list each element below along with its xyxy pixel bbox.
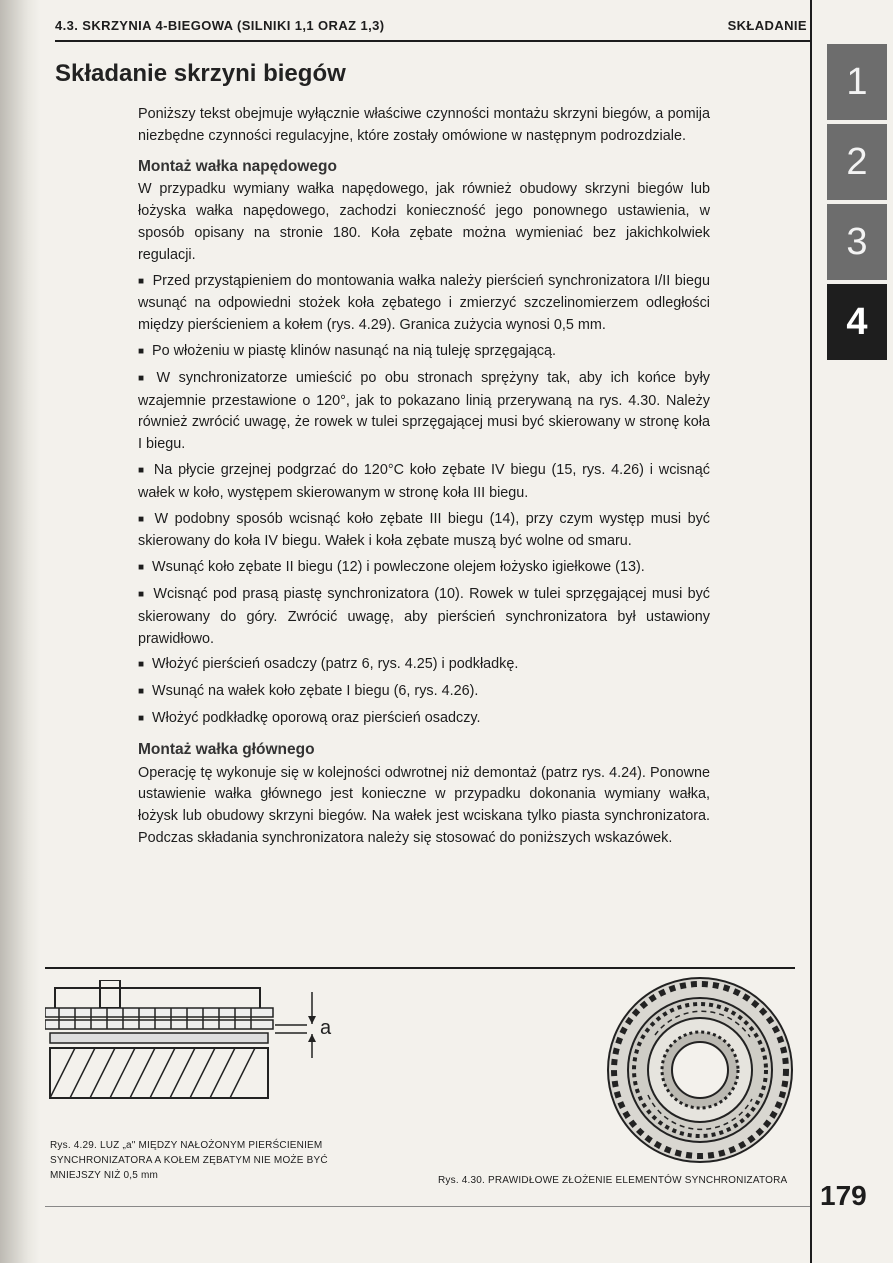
- list-item: ■ W synchronizatorze umieścić po obu stronach sprężyny tak, aby ich końce były wzajemnie przestawione o 120°, jak to pokazano linią przerywaną na rys. 4.30. Należy również zwrócić uwagę, że rowek w tulei sprzęgającej musi być skierowany w stronę koła I biegu.: [138, 368, 710, 456]
- section-heading-drive-shaft: Montaż wałka napędowego: [138, 157, 337, 175]
- header-rule: [55, 40, 810, 42]
- header-chapter: SKŁADANIE: [727, 18, 807, 33]
- body-text: [138, 104, 710, 854]
- section-heading-main-shaft: Montaż wałka głównego: [138, 740, 315, 758]
- list-item: ■ Po włożeniu w piastę klinów nasunąć na nią tuleję sprzęgającą.: [138, 341, 710, 364]
- synchronizer-assembly-figure: [600, 975, 800, 1170]
- gutter-shadow: [0, 0, 40, 1263]
- synchronizer-gap-figure: [45, 980, 345, 1105]
- chapter-tab-3: 3: [827, 204, 887, 280]
- list-item: ■ Wsunąć koło zębate II biegu (12) i powleczone olejem łożysko igiełkowe (13).: [138, 557, 710, 580]
- main-shaft-paragraph: Operację tę wykonuje się w kolejności odwrotnej niż demontaż (patrz rys. 4.24). Ponowne ustawienie wałka głównego jest konieczne w przypadku dokonania wymiany wałka, łożysk lub obudowy skrzyni biegów. Na wałek jest wciskana tylko piasta synchronizatora. Podczas składania synchronizatora należy się stosować do poniższych wskazówek.: [138, 764, 710, 846]
- list-item: ■ W podobny sposób wcisnąć koło zębate III biegu (14), przy czym występ musi być skierowany do koła IV biegu. Wałek i koła zębate muszą być wolne od smaru.: [138, 509, 710, 554]
- list-item: ■ Na płycie grzejnej podgrzać do 120°C koło zębate IV biegu (15, rys. 4.26) i wcisnąć wałek w koło, występem skierowanym w stronę koła III biegu.: [138, 460, 710, 505]
- chapter-tab-4: 4: [827, 284, 887, 360]
- figure-caption-4-30: Rys. 4.30. PRAWIDŁOWE ZŁOŻENIE ELEMENTÓW SYNCHRONIZATORA: [438, 1175, 788, 1186]
- margin-rule: [810, 0, 812, 1263]
- footer-rule: [45, 1206, 810, 1207]
- list-item: ■ Włożyć pierścień osadczy (patrz 6, rys. 4.25) i podkładkę.: [138, 654, 710, 677]
- chapter-tab-2: 2: [827, 124, 887, 200]
- figure-caption-4-29: Rys. 4.29. LUZ „a" MIĘDZY NAŁOŻONYM PIERŚCIENIEM SYNCHRONIZATORA A KOŁEM ZĘBATYM NIE MOŻE BYĆ MNIEJSZY NIŻ 0,5 mm: [50, 1140, 328, 1181]
- list-item: ■ Włożyć podkładkę oporową oraz pierścień osadczy.: [138, 708, 710, 731]
- header-section: 4.3. SKRZYNIA 4-BIEGOWA (SILNIKI 1,1 ORAZ 1,3): [55, 18, 385, 33]
- drive-shaft-paragraph: W przypadku wymiany wałka napędowego, jak również obudowy skrzyni biegów lub łożyska wałka napędowego, zachodzi konieczność jego ponownego ustawienia, w sposób opisany na stronie 180. Koła zębate można wymieniać bez jakichkolwiek regulacji.: [138, 181, 710, 263]
- page-number: 179: [820, 1180, 867, 1211]
- page-title: Składanie skrzyni biegów: [55, 60, 346, 87]
- intro-paragraph: Poniższy tekst obejmuje wyłącznie właściwe czynności montażu skrzyni biegów, a pomija niezbędne czynności regulacyjne, które zostały omówione w następnym podrozdziale.: [138, 106, 710, 144]
- list-item: ■ Wcisnąć pod prasą piastę synchronizatora (10). Rowek w tulei sprzęgającej musi być skierowany do góry. Zwrócić uwagę, aby pierścień synchronizatora był ustawiony prawidłowo.: [138, 584, 710, 650]
- list-item: ■ Wsunąć na wałek koło zębate I biegu (6, rys. 4.26).: [138, 681, 710, 704]
- list-item: ■ Przed przystąpieniem do montowania wałka należy pierścień synchronizatora I/II biegu wsunąć na odpowiedni stożek koła zębatego i zmierzyć szczelinomierzem odległości między pierścieniem a kołem (rys. 4.29). Granica zużycia wynosi 0,5 mm.: [138, 271, 710, 337]
- gap-label: a: [320, 1017, 332, 1039]
- chapter-tabs: [827, 44, 887, 364]
- figure-rule: [45, 967, 795, 969]
- chapter-tab-1: 1: [827, 44, 887, 120]
- running-header: [55, 18, 807, 42]
